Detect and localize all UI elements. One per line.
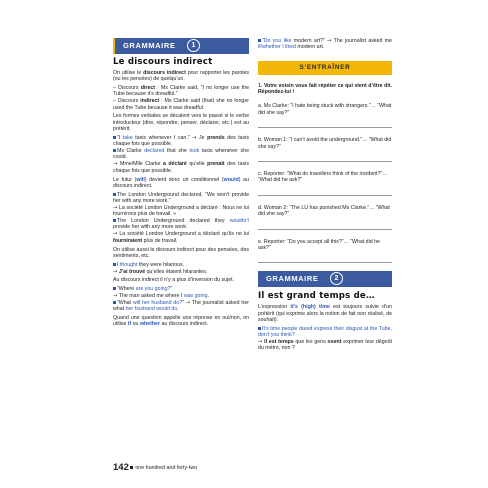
section-number: 2 [330,272,343,285]
right-column [258,38,392,354]
grammaire-1-banner [113,38,249,54]
bullet-icon [113,136,116,139]
example-7: It’s time people dared express their disgust at the Tube, don’t you think? [258,325,392,339]
section-label: GRAMMAIRE [123,41,176,50]
exercise-item-e: e. Reporter: “Do you accept all this?”… “What did he ask?” [258,238,380,252]
bullet-icon [113,263,116,266]
exercise-item-a: a. Ms Clarke: “I hate being stuck with strangers.”… “What did she say?” [258,103,392,116]
inversion-para: Au discours indirect il n’y a plus d’inversion du sujet. [113,277,235,284]
bullet-icon [258,327,261,330]
bullet-icon [113,149,116,152]
indirect-example: – Discours indirect : Ms Clarke said (that) she no longer used the Tube because it was dreadful. [113,98,249,111]
bullet-icon [113,301,116,304]
section-title: Le discours indirect [113,57,213,67]
example-2d: → La société London Underground a déclaré qu’ils ne lui fourniraient plus de travail. [113,231,249,244]
bullet-icon [113,287,116,290]
bullet-icon [113,193,116,196]
answer-line[interactable] [258,262,392,263]
example-5: “What will her husband do?” → The journalist asked her what her husband would do. [113,299,249,313]
exercise-item-d: d. Woman 2: “The LU has punished Ms Clarke.”… “What did she say?” [258,204,390,218]
answer-line[interactable] [258,161,392,162]
bullet-icon [258,39,261,42]
intro-para: On utilise le discours indirect pour rapporter les paroles (ou les pensées) de quelqu’un. [113,70,250,83]
example-3: I thought they were hilarious. [113,262,249,268]
bullet-icon [113,219,116,222]
sentrainer-banner: S’ENTRAÎNER [258,61,392,75]
example-2: The London Underground declared. “We won’t provide her with any more work.” [113,191,249,204]
bullet-icon [130,466,133,469]
example-1c: → Mme/Mlle Clarke a déclaré qu’elle prenait des taxis chaque fois que possible. [113,161,249,174]
expression-para: L’expression it’s (high) time est toujours suivie d’un prétérit (qui exprime alors la notion de fait non réalisé, de souhait). [258,304,392,324]
example-3b: → J’ai trouvé qu’elles étaient hilarantes. [113,268,208,275]
exercise-instruction: 1. Votre voisin vous fait répéter ce qui vient d’être dit. Répondez-lui ! [258,82,392,96]
section-number: 1 [187,39,200,52]
page-number-words: one hundred and forty-two [135,465,198,471]
answer-line[interactable] [258,229,392,230]
example-1b: Ms Clarke declared that she took taxis whenever she could. [113,148,249,161]
section-2-title: Il est grand temps de… [258,291,375,302]
example-2b: → La société London Underground a déclaré : Nous ne lui fournirons plus de travail. » [113,204,249,218]
example-1: “I take taxis whenever I can.” → Je prends des taxis chaque fois que possible. [113,134,249,148]
quand-para: Quand une question appelle une réponse en oui/non, on utilise if ou whether au discours indirect. [113,314,249,328]
futur-para: Le futur (will) devient donc un conditionnel (would) au discours indirect. [113,176,249,189]
page-footer [113,462,197,473]
aussi-para: On utilise aussi le discours indirect pour des pensées, des sentiments, etc. [113,246,249,259]
exercise-item-b: b. Woman 1: “I can’t avoid the underground.”… “What did she say?” [258,137,392,150]
answer-line[interactable] [258,127,392,128]
example-4: “Where are you going?” [113,286,249,292]
answer-line[interactable] [258,195,392,196]
direct-example: – Discours direct : Ms Clarke said, “I no longer use the Tube because it’s dreadful.” [113,85,249,98]
example-7b: → Il est temps que les gens osent exprimer leur dégoût du métro, non ? [258,339,392,352]
left-column [113,38,249,330]
example-6: “Do you like modern art?” → The journalist asked me if/whether I liked modern art. [258,38,392,51]
exercise-item-c: c. Reporter: “What do travellers think of the incident?”… “What did he ask?” [258,171,388,184]
grammaire-2-banner [258,271,392,287]
example-4b: → The man asked me where I was going. [113,292,209,299]
formes-para: Les formes verbales se décalent vers le passé si le verbe introducteur (dire, répondre, penser, déclarer, etc.) est au prétérit. [113,113,249,133]
example-2c: The London Underground declared they wouldn’t provide her with any more work. [113,218,249,231]
section-label: GRAMMAIRE [266,274,319,284]
page-number: 142 [113,462,129,473]
